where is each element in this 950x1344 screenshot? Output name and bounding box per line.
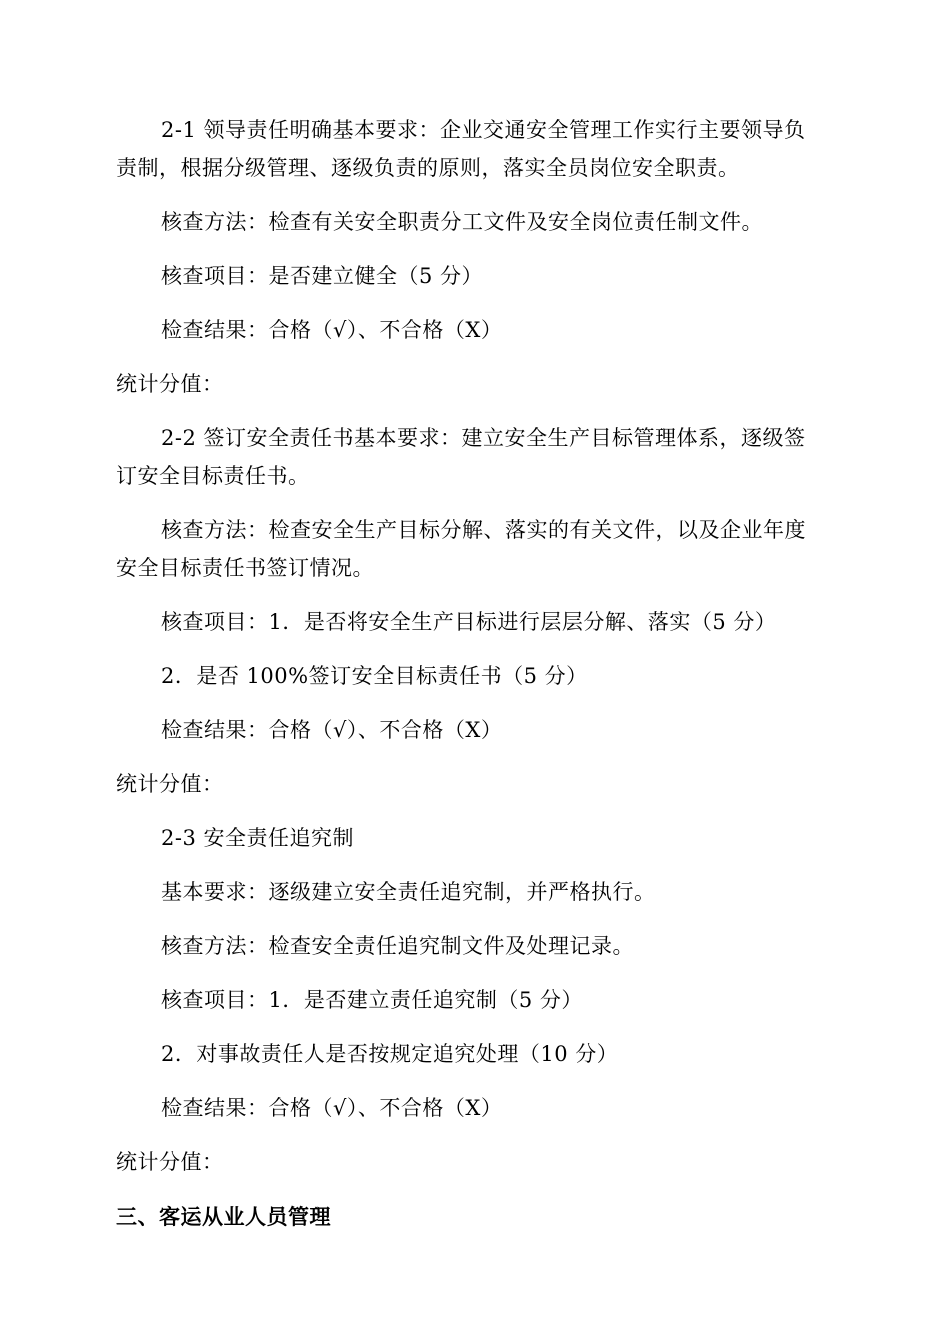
- paragraph-2-1-line-2: 责制，根据分级管理、逐级负责的原则，落实全员岗位安全职责。: [116, 156, 740, 180]
- score-label-2-1: 统计分值：: [116, 372, 224, 396]
- check-item-2-3-2: 2．对事故责任人是否按规定追究处理（10 分）: [161, 1042, 619, 1066]
- check-item-2-3-1: 核查项目：1．是否建立责任追究制（5 分）: [161, 988, 583, 1012]
- check-method-2-2-line-2: 安全目标责任书签订情况。: [116, 556, 374, 580]
- check-result-2-3: 检查结果：合格（√）、不合格（X）: [161, 1096, 503, 1120]
- check-result-2-2: 检查结果：合格（√）、不合格（X）: [161, 718, 503, 742]
- check-method-2-1: 核查方法：检查有关安全职责分工文件及安全岗位责任制文件。: [161, 210, 763, 234]
- check-result-2-1: 检查结果：合格（√）、不合格（X）: [161, 318, 503, 342]
- paragraph-2-1-line-1: 2-1 领导责任明确基本要求：企业交通安全管理工作实行主要领导负: [161, 118, 806, 142]
- score-label-2-3: 统计分值：: [116, 1150, 224, 1174]
- basic-requirement-2-3: 基本要求：逐级建立安全责任追究制，并严格执行。: [161, 880, 656, 904]
- check-item-2-2-1: 核查项目：1．是否将安全生产目标进行层层分解、落实（5 分）: [161, 610, 777, 634]
- section-heading-3: 三、客运从业人员管理: [116, 1205, 331, 1229]
- check-item-2-2-2: 2．是否 100%签订安全目标责任书（5 分）: [161, 664, 588, 688]
- paragraph-2-2-line-2: 订安全目标责任书。: [116, 464, 310, 488]
- section-2-3-title: 2-3 安全责任追究制: [161, 826, 354, 850]
- check-method-2-3: 核查方法：检查安全责任追究制文件及处理记录。: [161, 934, 634, 958]
- paragraph-2-2-line-1: 2-2 签订安全责任书基本要求：建立安全生产目标管理体系，逐级签: [161, 426, 806, 450]
- score-label-2-2: 统计分值：: [116, 772, 224, 796]
- check-method-2-2-line-1: 核查方法：检查安全生产目标分解、落实的有关文件，以及企业年度: [161, 518, 806, 542]
- check-item-2-1: 核查项目：是否建立健全（5 分）: [161, 264, 484, 288]
